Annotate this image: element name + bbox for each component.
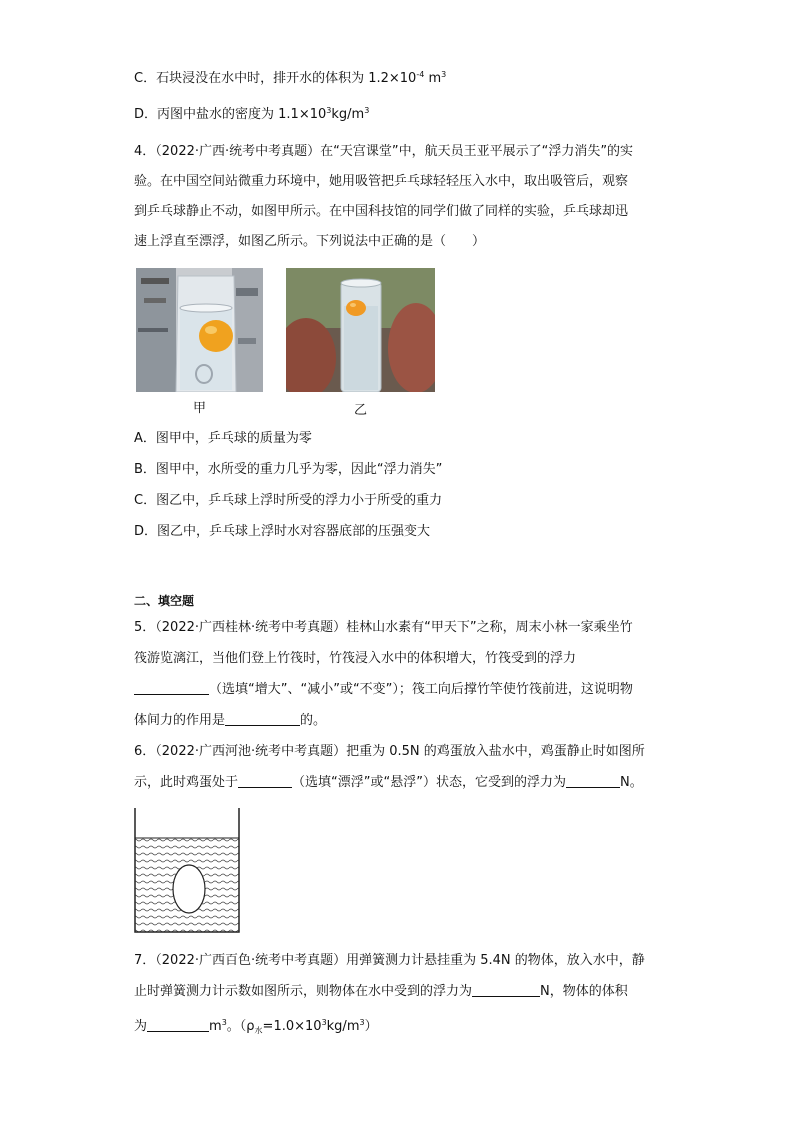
answer-blank[interactable]: [472, 983, 540, 997]
q4-stem-line1: 4．（2022·广西·统考中考真题）在“天宫课堂”中，航天员王亚平展示了“浮力消失”的实: [134, 144, 634, 159]
caption-yi: 乙: [354, 403, 368, 418]
q5-stem-line2: 筏游览漓江，当他们登上竹筏时，竹筏浸入水中的体积增大，竹筏受到的浮力: [134, 651, 577, 666]
q4-stem-line3: 到乒乓球静止不动，如图甲所示。在中国科技馆的同学们做了同样的实验，乒乓球却迅: [134, 204, 629, 219]
q4-stem-line2: 验。在中国空间站微重力环境中，她用吸管把乒乓球轻轻压入水中，取出吸管后，观察: [134, 174, 629, 189]
q7-stem-line3: 为 $m^3$。$(\rho_水=1.0\times 10^3kg/m^3)$: [134, 1018, 378, 1035]
q4-option-c: C．图乙中，乒乓球上浮时所受的浮力小于所受的重力: [134, 493, 443, 508]
q5-stem-line4: 体间力的作用是 的。: [134, 713, 327, 728]
caption-jia: 甲: [193, 401, 207, 416]
q3-option-c: C．石块浸没在水中时，排开水的体积为 $1.2\times 10^{-4}$ $m^3$: [134, 70, 447, 86]
q6-stem-line2: 示，此时鸡蛋处于 （选填“漂浮”或“悬浮”）状态，它受到的浮力为 N。: [134, 775, 643, 790]
egg-in-salt-water-figure: [133, 808, 241, 934]
answer-blank[interactable]: [566, 774, 620, 788]
answer-blank[interactable]: [134, 681, 209, 695]
q6-stem-line1: 6．（2022·广西河池·统考中考真题）把重为 0.5N 的鸡蛋放入盐水中，鸡蛋静止时如图所: [134, 744, 645, 759]
q5-stem-line3: （选填“增大”、“减小”或“不变”）；筏工向后撑竹竿使竹筏前进，这说明物: [134, 681, 633, 699]
q4-option-a: A．图甲中，乒乓球的质量为零: [134, 431, 312, 446]
section-title-fill-in: 二、填空题: [134, 594, 195, 608]
answer-blank[interactable]: [238, 774, 292, 788]
q4-stem-line4: 速上浮直至漂浮，如图乙所示。下列说法中正确的是（ ）: [134, 234, 486, 249]
photo-yi: [286, 268, 435, 392]
answer-blank[interactable]: [147, 1018, 209, 1032]
q4-option-b: B．图甲中，水所受的重力几乎为零，因此“浮力消失”: [134, 462, 443, 477]
q4-option-d: D．图乙中，乒乓球上浮时水对容器底部的压强变大: [134, 524, 431, 539]
q7-stem-line1: 7．（2022·广西百色·统考中考真题）用弹簧测力计悬挂重为 5.4N 的物体，放入水中，静: [134, 953, 645, 968]
photo-jia: [136, 268, 263, 392]
q5-stem-line1: 5．（2022·广西桂林·统考中考真题）桂林山水素有“甲天下”之称，周末小林一家乘坐竹: [134, 620, 633, 635]
answer-blank[interactable]: [225, 712, 300, 726]
q3-option-d: D．丙图中盐水的密度为 $1.1\times 10^3kg/m^3$: [134, 106, 370, 122]
q7-stem-line2: 止时弹簧测力计示数如图所示，则物体在水中受到的浮力为 N，物体的体积: [134, 984, 628, 999]
